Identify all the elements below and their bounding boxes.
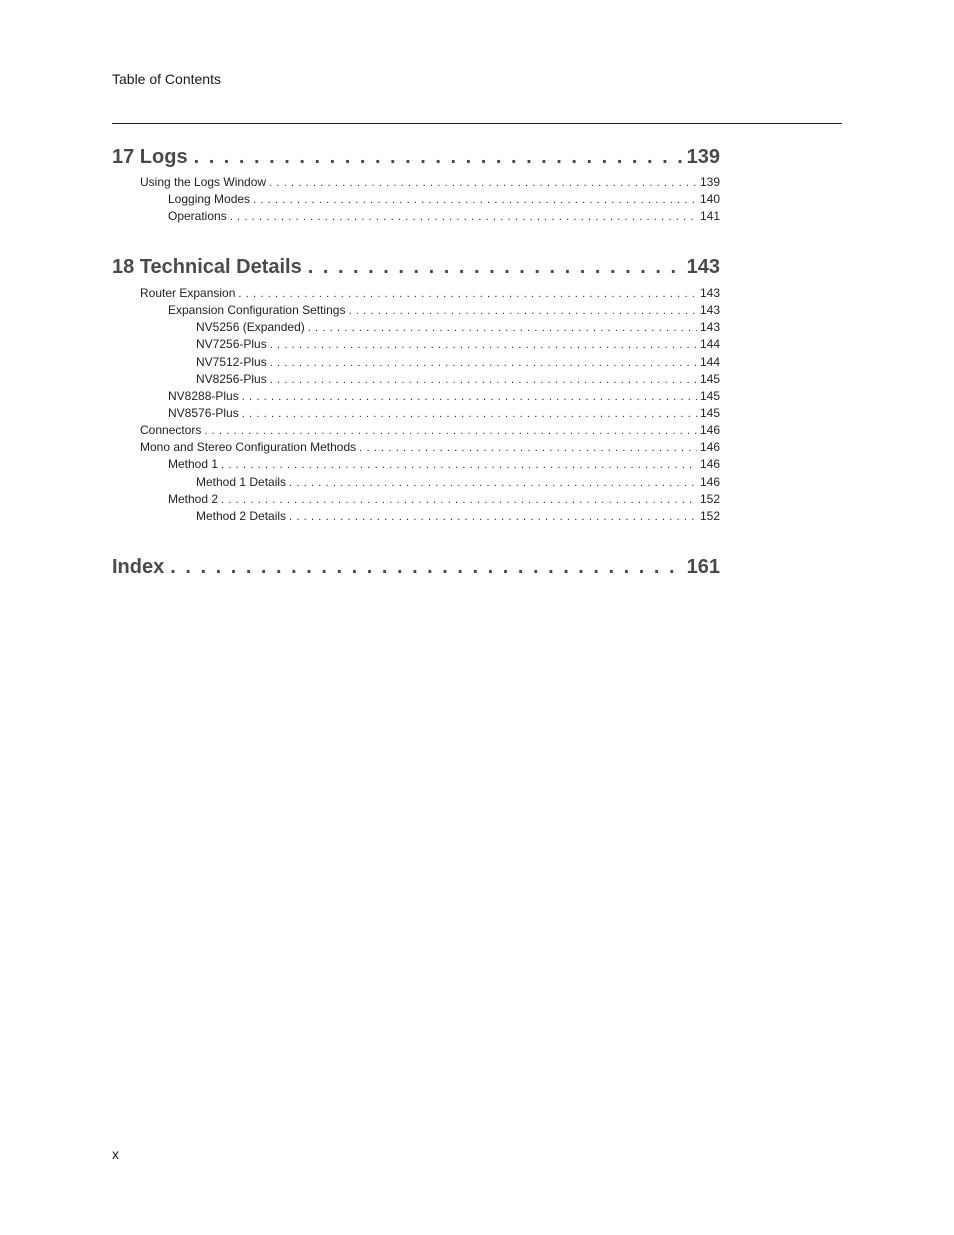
entry-title: Method 1 Details	[196, 474, 287, 489]
entry-title: Using the Logs Window	[140, 175, 267, 189]
dot-leader	[238, 286, 697, 303]
entry-page: 141	[699, 209, 720, 224]
toc-entry[interactable]	[112, 191, 720, 208]
toc-entry[interactable]	[112, 405, 720, 422]
chapter-18	[112, 254, 720, 525]
entry-title: Mono and Stereo Configuration Methods	[140, 440, 357, 455]
dot-leader	[270, 355, 697, 372]
dot-leader	[270, 337, 697, 354]
entry-page: 146	[699, 423, 720, 438]
entry-title: Method 1	[168, 457, 219, 472]
toc-entry[interactable]	[112, 208, 720, 225]
entry-page: 143	[699, 303, 720, 318]
dot-leader	[170, 554, 684, 580]
chapter-index	[112, 554, 720, 580]
page-number: x	[112, 1146, 119, 1162]
entry-page: 140	[699, 192, 720, 207]
dot-leader	[204, 423, 697, 440]
toc-entry[interactable]	[112, 422, 720, 439]
toc-entry[interactable]	[112, 336, 720, 353]
entry-page: 144	[699, 337, 720, 352]
toc-entry[interactable]	[112, 302, 720, 319]
entry-title: Operations	[168, 209, 227, 224]
dot-leader	[359, 440, 697, 457]
chapter-page: 161	[686, 556, 720, 578]
dot-leader	[221, 492, 697, 509]
entry-page: 143	[699, 320, 720, 335]
entry-page: 152	[699, 491, 720, 506]
entry-title: NV5256 (Expanded)	[196, 320, 305, 335]
entry-title: Method 2	[168, 491, 219, 506]
toc-entry[interactable]	[112, 354, 720, 371]
toc-entry[interactable]	[112, 508, 720, 525]
dot-leader	[242, 389, 697, 406]
dot-leader	[242, 406, 697, 423]
entry-page: 145	[699, 388, 720, 403]
entry-title: NV8288-Plus	[168, 388, 239, 403]
chapter-heading[interactable]	[112, 554, 720, 580]
entry-page: 146	[699, 440, 720, 455]
entry-page: 143	[699, 286, 720, 300]
entry-title: Logging Modes	[168, 192, 251, 207]
dot-leader	[289, 475, 697, 492]
entry-title: Connectors	[140, 423, 202, 438]
entry-page: 146	[699, 457, 720, 472]
toc-entry[interactable]	[112, 371, 720, 388]
entry-title: NV7256-Plus	[196, 337, 267, 352]
toc-entry[interactable]	[112, 174, 720, 191]
chapter-heading[interactable]	[112, 254, 720, 280]
chapter-title: 17 Logs	[112, 146, 188, 168]
header-rule	[112, 123, 842, 124]
dot-leader	[270, 372, 697, 389]
toc-entry[interactable]	[112, 474, 720, 491]
entry-title: NV8256-Plus	[196, 371, 267, 386]
entry-page: 146	[699, 474, 720, 489]
chapter-page: 139	[686, 146, 720, 168]
chapter-17	[112, 144, 720, 225]
dot-leader	[194, 144, 685, 170]
entry-title: NV7512-Plus	[196, 354, 267, 369]
entry-page: 144	[699, 354, 720, 369]
toc-entry[interactable]	[112, 491, 720, 508]
entry-title: NV8576-Plus	[168, 405, 239, 420]
entry-page: 152	[699, 508, 720, 523]
toc-entry[interactable]	[112, 319, 720, 336]
dot-leader	[253, 192, 697, 209]
dot-leader	[348, 303, 697, 320]
chapter-entries	[112, 285, 720, 525]
toc-entry[interactable]	[112, 439, 720, 456]
running-header: Table of Contents	[112, 71, 221, 87]
entry-page: 145	[699, 371, 720, 386]
dot-leader	[289, 509, 697, 526]
dot-leader	[308, 254, 685, 280]
entry-title: Router Expansion	[140, 286, 236, 300]
chapter-entries	[112, 174, 720, 225]
chapter-heading[interactable]	[112, 144, 720, 170]
entry-title: Method 2 Details	[196, 508, 287, 523]
entry-title: Expansion Configuration Settings	[168, 303, 346, 318]
toc-entry[interactable]	[112, 456, 720, 473]
dot-leader	[308, 320, 697, 337]
entry-page: 139	[699, 175, 720, 189]
dot-leader	[221, 457, 697, 474]
toc-entry[interactable]	[112, 388, 720, 405]
entry-page: 145	[699, 405, 720, 420]
chapter-page: 143	[686, 256, 720, 278]
chapter-title: 18 Technical Details	[112, 256, 302, 278]
dot-leader	[269, 175, 697, 192]
dot-leader	[230, 209, 697, 226]
chapter-title: Index	[112, 556, 165, 578]
toc-entry[interactable]	[112, 285, 720, 302]
